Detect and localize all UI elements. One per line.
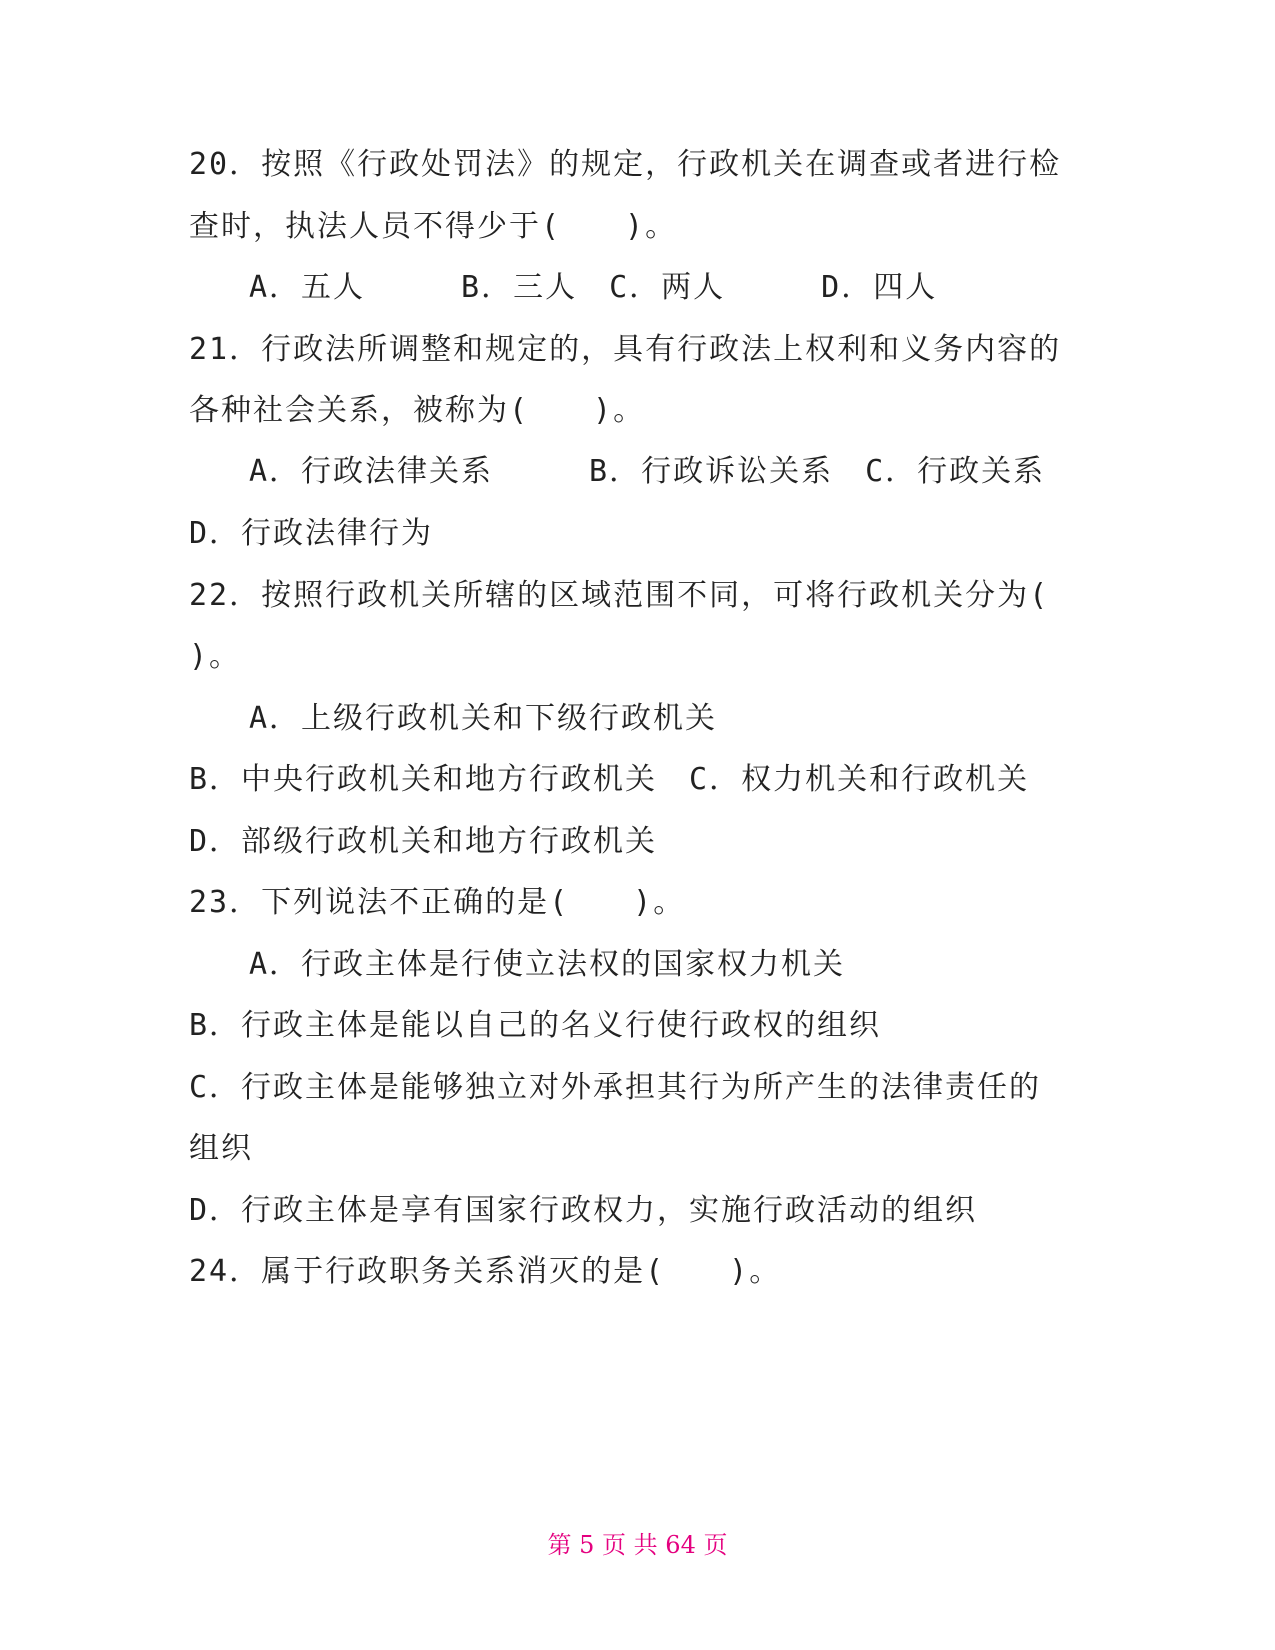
question-20-line-1: 20．按照《行政处罚法》的规定，行政机关在调查或者进行检 (189, 147, 1062, 182)
question-20-options: A．五人 B．三人 C．两人 D．四人 (249, 270, 938, 305)
question-22-option-a: A．上级行政机关和下级行政机关 (249, 701, 718, 736)
question-23-stem: 23．下列说法不正确的是( )。 (189, 885, 686, 920)
page-number-footer: 第 5 页 共 64 页 (547, 1531, 728, 1559)
question-22-options-bc: B．中央行政机关和地方行政机关 C．权力机关和行政机关 (189, 762, 1030, 797)
question-23-option-d: D．行政主体是享有国家行政权力，实施行政活动的组织 (189, 1193, 978, 1228)
question-21-option-d: D．行政法律行为 (189, 516, 434, 551)
question-21-line-2: 各种社会关系，被称为( )。 (189, 393, 646, 428)
question-24-stem: 24．属于行政职务关系消灭的是( )。 (189, 1254, 782, 1289)
question-21-line-1: 21．行政法所调整和规定的，具有行政法上权利和义务内容的 (189, 332, 1062, 367)
question-23-option-b: B．行政主体是能以自己的名义行使行政权的组织 (189, 1008, 882, 1043)
question-22-option-d: D．部级行政机关和地方行政机关 (189, 824, 658, 859)
question-22-line-1: 22．按照行政机关所辖的区域范围不同，可将行政机关分为( (189, 578, 1050, 613)
question-21-options-abc: A．行政法律关系 B．行政诉讼关系 C．行政关系 (249, 454, 1046, 489)
question-22-line-2: )。 (189, 639, 242, 674)
question-23-option-c-line-2: 组织 (189, 1131, 253, 1166)
question-23-option-c-line-1: C．行政主体是能够独立对外承担其行为所产生的法律责任的 (189, 1070, 1042, 1105)
question-23-option-a: A．行政主体是行使立法权的国家权力机关 (249, 947, 846, 982)
question-20-line-2: 查时，执法人员不得少于( )。 (189, 209, 678, 244)
